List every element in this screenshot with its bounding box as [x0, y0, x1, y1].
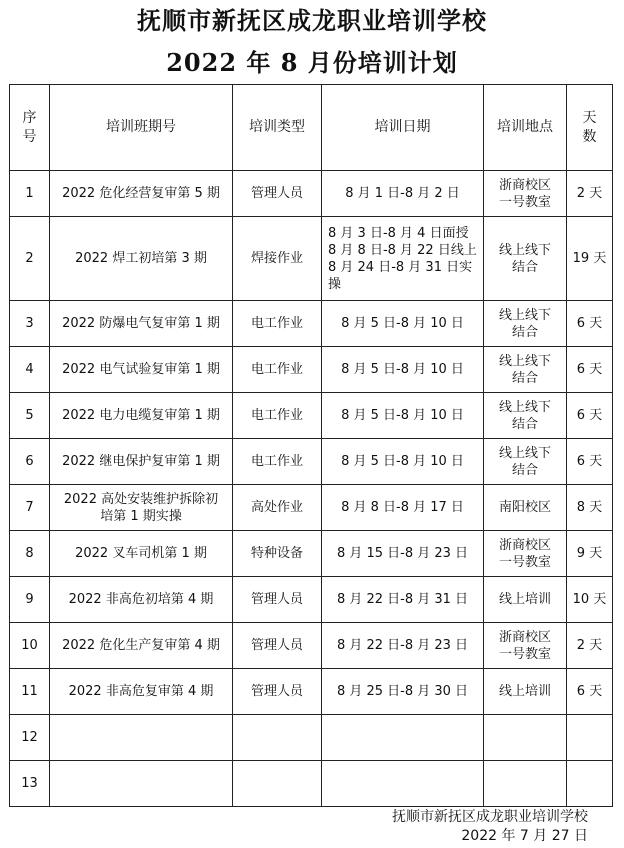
date-line: 8 月 24 日-8 月 31 日实操 [328, 259, 473, 292]
row-no: 12 [10, 715, 50, 761]
row-date [322, 715, 484, 761]
table-row [10, 301, 613, 347]
row-days: 6 天 [567, 301, 613, 347]
header-row [10, 85, 613, 171]
table-row [10, 623, 613, 669]
row-class: 2022 叉车司机第 1 期 [50, 531, 233, 577]
row-class [50, 715, 233, 761]
row-type: 焊接作业 [233, 217, 322, 301]
row-date: 8 月 5 日-8 月 10 日 [322, 439, 484, 485]
row-date: 8 月 25 日-8 月 30 日 [322, 669, 484, 715]
row-days [567, 761, 613, 807]
row-date: 8 月 5 日-8 月 10 日 [322, 301, 484, 347]
header-no: 序号 [10, 85, 50, 171]
row-location [484, 761, 567, 807]
row-location: 浙商校区一号教室 [484, 171, 567, 217]
row-location: 浙商校区一号教室 [484, 623, 567, 669]
row-no: 4 [10, 347, 50, 393]
table-row [10, 761, 613, 807]
row-location: 线上线下结合 [484, 301, 567, 347]
row-days: 8 天 [567, 485, 613, 531]
row-no: 13 [10, 761, 50, 807]
row-date [322, 217, 484, 301]
date-line: 8 月 3 日-8 月 4 日面授 [328, 225, 469, 241]
row-type: 电工作业 [233, 301, 322, 347]
row-class: 2022 危化生产复审第 4 期 [50, 623, 233, 669]
row-class: 2022 高处安装维护拆除初培第 1 期实操 [50, 485, 233, 531]
table-row [10, 393, 613, 439]
row-date: 8 月 8 日-8 月 17 日 [322, 485, 484, 531]
row-no: 7 [10, 485, 50, 531]
row-date: 8 月 22 日-8 月 31 日 [322, 577, 484, 623]
row-date: 8 月 5 日-8 月 10 日 [322, 347, 484, 393]
row-type: 管理人员 [233, 171, 322, 217]
page-title: 抚顺市新抚区成龙职业培训学校 [137, 6, 487, 35]
row-days: 19 天 [567, 217, 613, 301]
row-location: 线上线下结合 [484, 347, 567, 393]
row-class: 2022 电气试验复审第 1 期 [50, 347, 233, 393]
row-no: 6 [10, 439, 50, 485]
row-no: 3 [10, 301, 50, 347]
row-no: 8 [10, 531, 50, 577]
header-date: 培训日期 [322, 85, 484, 171]
row-type: 管理人员 [233, 623, 322, 669]
row-days: 6 天 [567, 393, 613, 439]
row-type: 管理人员 [233, 577, 322, 623]
row-date [322, 761, 484, 807]
row-location [484, 715, 567, 761]
row-no: 11 [10, 669, 50, 715]
header-type: 培训类型 [233, 85, 322, 171]
row-location: 线上培训 [484, 669, 567, 715]
row-date: 8 月 15 日-8 月 23 日 [322, 531, 484, 577]
row-days: 6 天 [567, 439, 613, 485]
row-type: 特种设备 [233, 531, 322, 577]
row-location: 线上线下结合 [484, 393, 567, 439]
row-no: 2 [10, 217, 50, 301]
header-location: 培训地点 [484, 85, 567, 171]
row-no: 1 [10, 171, 50, 217]
table-row [10, 485, 613, 531]
row-days [567, 715, 613, 761]
row-type: 电工作业 [233, 439, 322, 485]
table-row [10, 217, 613, 301]
row-type: 电工作业 [233, 393, 322, 439]
footer-date: 2022 年 7 月 27 日 [461, 828, 588, 844]
row-class: 2022 非高危初培第 4 期 [50, 577, 233, 623]
row-no: 9 [10, 577, 50, 623]
header-days: 天数 [567, 85, 613, 171]
row-location: 浙商校区一号教室 [484, 531, 567, 577]
row-type: 电工作业 [233, 347, 322, 393]
header-class: 培训班期号 [50, 85, 233, 171]
row-date: 8 月 5 日-8 月 10 日 [322, 393, 484, 439]
row-class [50, 761, 233, 807]
row-days: 6 天 [567, 347, 613, 393]
table-row [10, 171, 613, 217]
row-location: 南阳校区 [484, 485, 567, 531]
training-plan-table [9, 84, 613, 807]
row-days: 9 天 [567, 531, 613, 577]
table-row [10, 531, 613, 577]
row-type [233, 761, 322, 807]
row-days: 2 天 [567, 171, 613, 217]
row-type [233, 715, 322, 761]
row-type: 高处作业 [233, 485, 322, 531]
row-date: 8 月 1 日-8 月 2 日 [322, 171, 484, 217]
footer-org: 抚顺市新抚区成龙职业培训学校 [392, 809, 588, 825]
row-days: 10 天 [567, 577, 613, 623]
table-row [10, 715, 613, 761]
row-no: 5 [10, 393, 50, 439]
row-days: 2 天 [567, 623, 613, 669]
row-location: 线上培训 [484, 577, 567, 623]
row-days: 6 天 [567, 669, 613, 715]
table-row [10, 577, 613, 623]
row-class: 2022 继电保护复审第 1 期 [50, 439, 233, 485]
row-class: 2022 防爆电气复审第 1 期 [50, 301, 233, 347]
row-date: 8 月 22 日-8 月 23 日 [322, 623, 484, 669]
row-class: 2022 电力电缆复审第 1 期 [50, 393, 233, 439]
table-row [10, 439, 613, 485]
row-class: 2022 危化经营复审第 5 期 [50, 171, 233, 217]
row-location: 线上线下结合 [484, 439, 567, 485]
row-class: 2022 焊工初培第 3 期 [50, 217, 233, 301]
row-location: 线上线下结合 [484, 217, 567, 301]
table-row [10, 669, 613, 715]
date-line: 8 月 8 日-8 月 22 日线上 [328, 242, 477, 258]
page-subtitle: 2022 年 8 月份培训计划 [166, 48, 458, 77]
row-no: 10 [10, 623, 50, 669]
row-type: 管理人员 [233, 669, 322, 715]
row-class: 2022 非高危复审第 4 期 [50, 669, 233, 715]
table-row [10, 347, 613, 393]
